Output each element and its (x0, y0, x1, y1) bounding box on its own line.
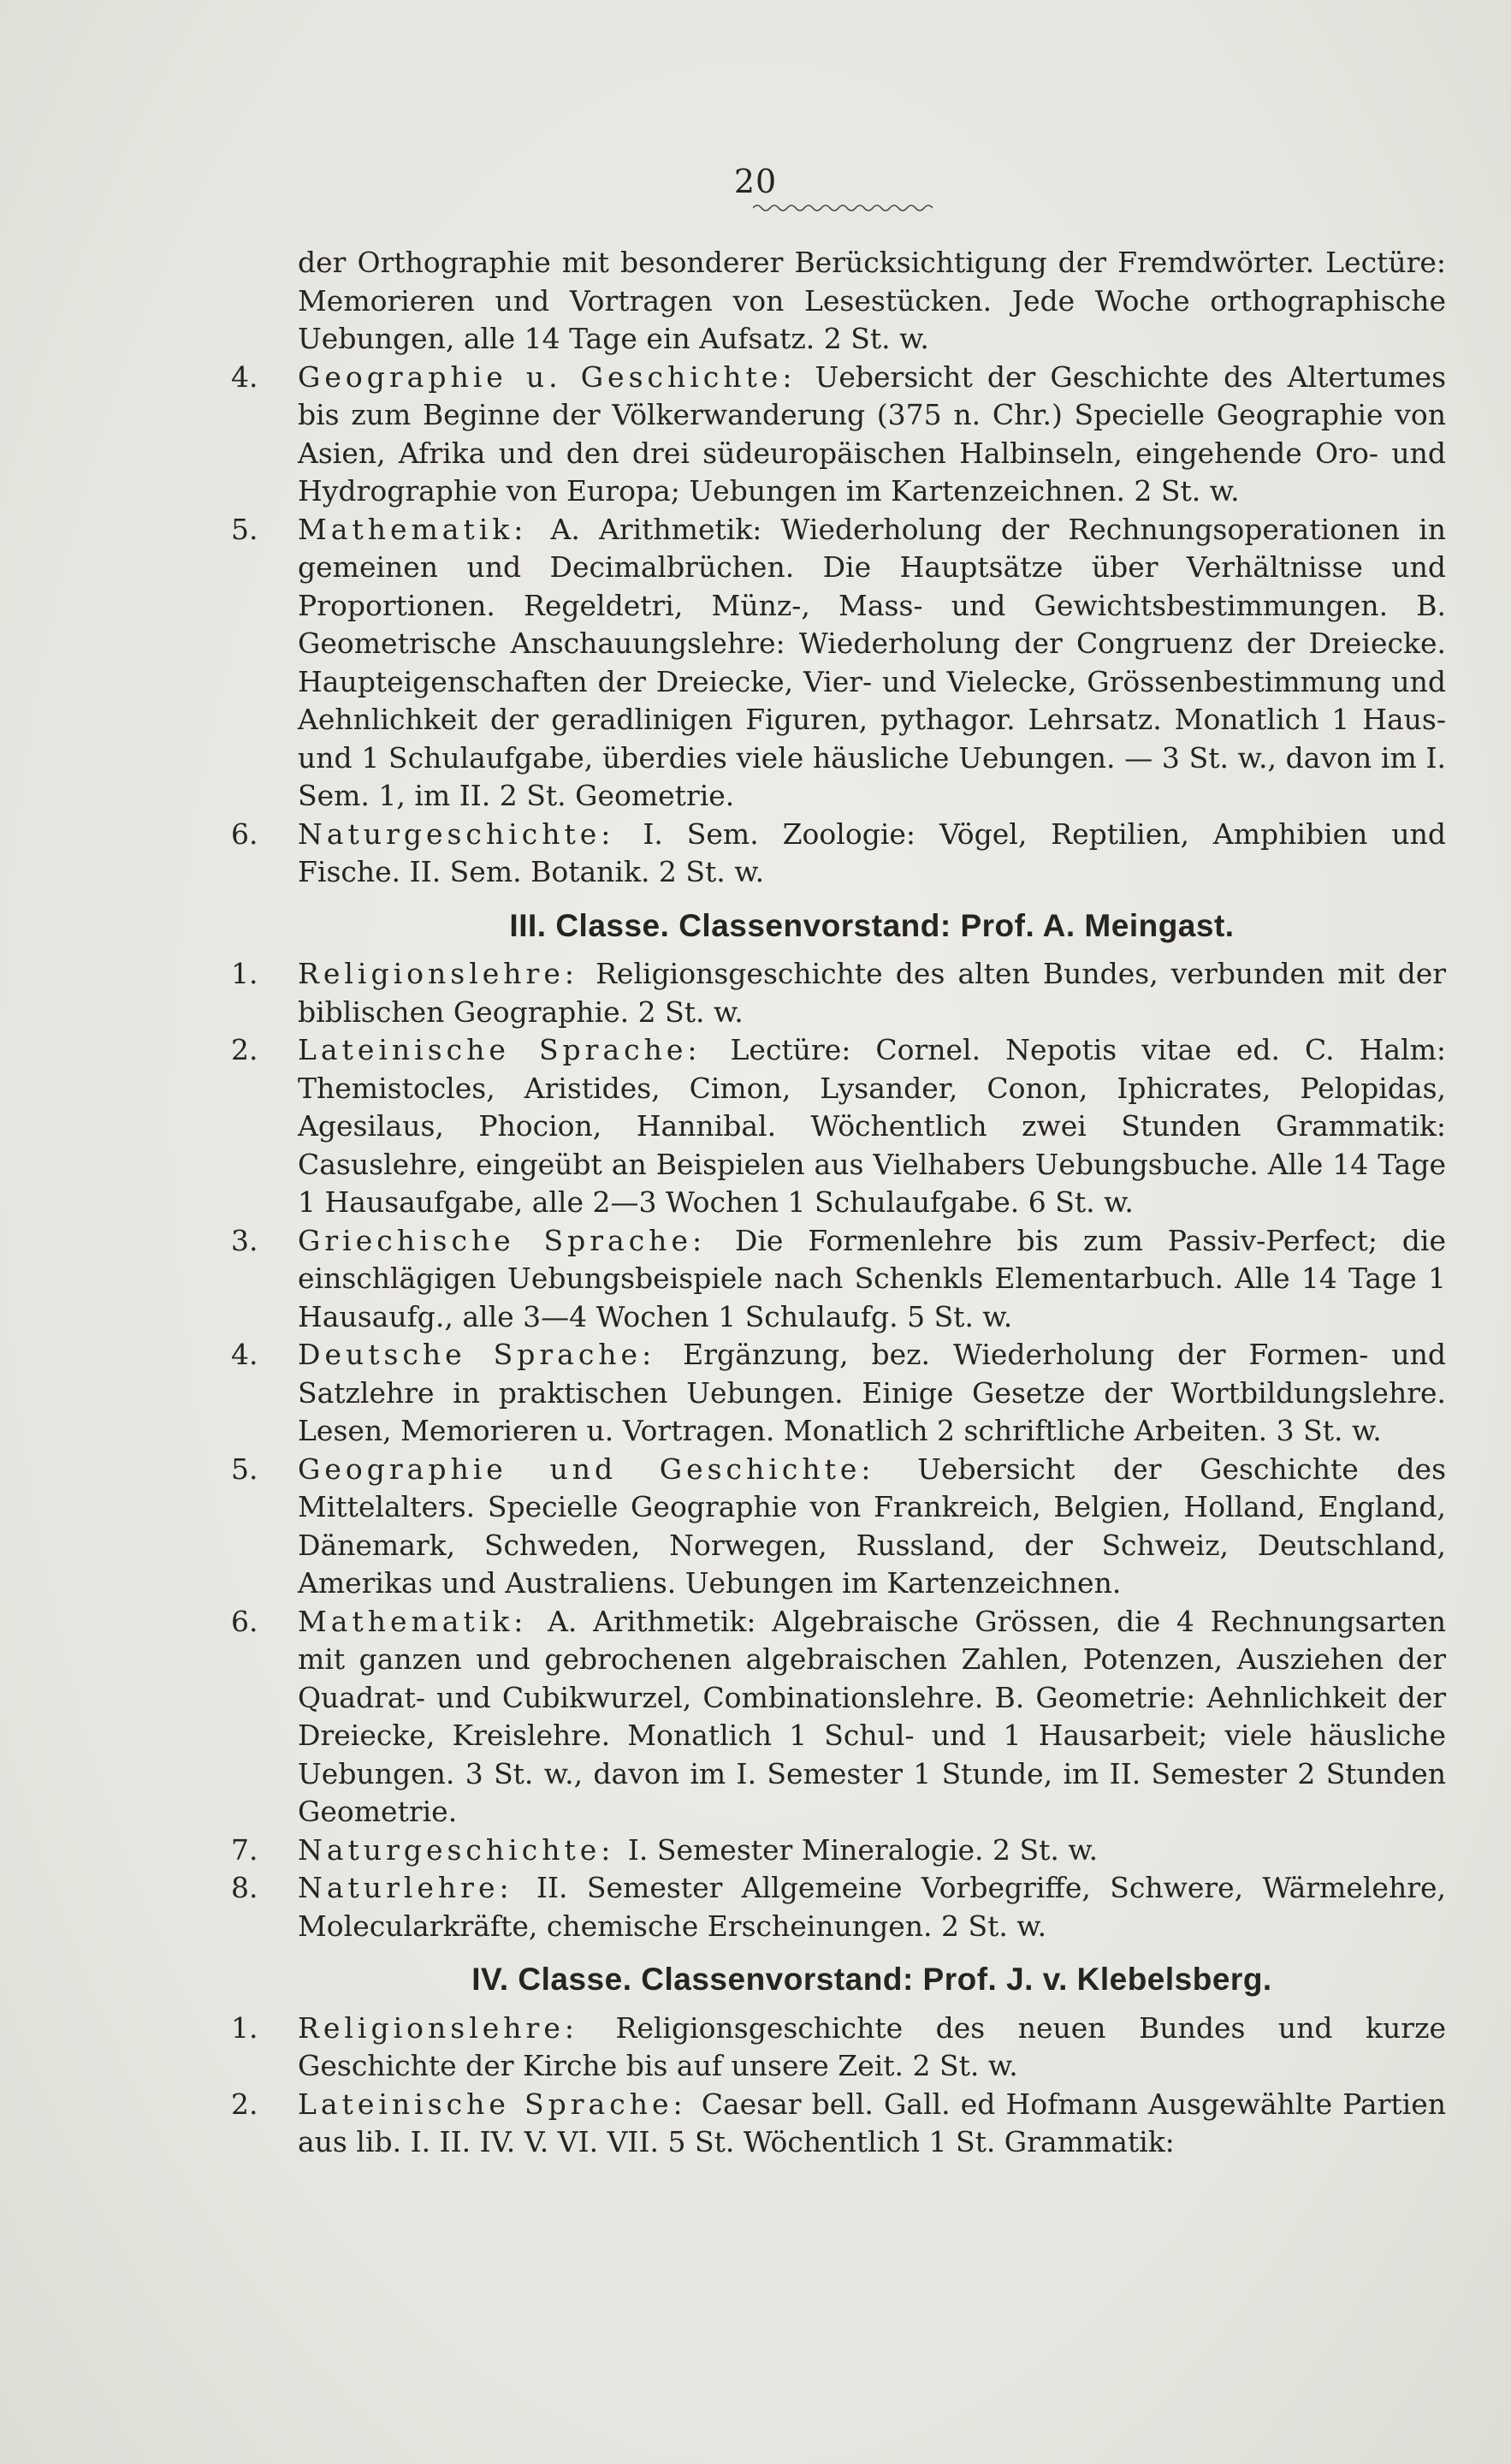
item-subject: Naturlehre: (298, 1871, 536, 1904)
class3-item-6 (231, 1603, 1446, 1832)
body-text (231, 244, 1446, 2162)
item-number: 4. (231, 1338, 258, 1371)
item-text: A. Arithmetik: Algebraische Grössen, die 4 Rechnungsarten mit ganzen und gebrochenen algebraischen Zahlen, Potenzen, Ausziehen der Quadrat- und Cubikwurzel, Combinationslehre. B. Geometrie: Aehnlichkeit der Dreiecke, Kreislehre. Monatlich 1 Schul- und 1 Hausarbeit; viele häusliche Uebungen. 3 St. w., davon im I. Semester 1 Stunde, im II. Semester 2 Stunden Geometrie. (298, 1604, 1446, 1828)
class2-item-5 (231, 511, 1446, 816)
item-number: 2. (231, 1033, 258, 1066)
item-text: Uebersicht der Geschichte des Altertumes bis zum Beginne der Völkerwanderung (375 n. Chr.) Specielle Geographie von Asien, Afrika und den drei südeuropäischen Halbinseln, eingehende Oro- und Hydrographie von Europa; Uebungen im Kartenzeichnen. 2 St. w. (298, 359, 1446, 508)
class4-item-1 (231, 2010, 1446, 2086)
item-subject: Geographie u. Geschichte: (298, 359, 815, 394)
item-number: 1. (231, 957, 258, 990)
item-subject: Lateinische Sprache: (298, 1033, 731, 1066)
class3-item-4 (231, 1336, 1446, 1451)
item-subject: Naturgeschichte: (298, 816, 643, 851)
item-number: 6. (231, 1604, 258, 1638)
item-text: II. Semester Allgemeine Vorbegriffe, Schwere, Wärmelehre, Molecularkräfte, chemische Erscheinungen. 2 St. w. (298, 1871, 1446, 1943)
item-number: 5. (231, 1452, 258, 1486)
class3-item-1 (231, 955, 1446, 1031)
item-number: 6. (231, 816, 258, 851)
item-text: Religionsgeschichte des neuen Bundes und kurze Geschichte der Kirche bis auf unsere Zeit. 2 St. w. (298, 2010, 1447, 2082)
class3-item-3 (231, 1222, 1446, 1337)
item-number: 7. (231, 1832, 258, 1867)
class3-item-2 (231, 1031, 1446, 1222)
item-text: Die Formenlehre bis zum Passiv-Perfect; die einschlägigen Uebungsbeispiele nach Schenkls Elementarbuch. Alle 14 Tage 1 Hausaufg., alle 3—4 Wochen 1 Schulaufg. 5 St. w. (298, 1223, 1446, 1333)
decorative-wavy-rule (753, 202, 933, 214)
item-text: Ergänzung, bez. Wiederholung der Formen- und Satzlehre in praktischen Uebungen. Einige Gesetze der Wortbildungslehre. Lesen, Memorieren u. Vortragen. Monatlich 2 schriftliche Arbeiten. 3 St. w. (298, 1338, 1446, 1447)
class3-heading: III. Classe. Classenvorstand: Prof. A. Meingast. (509, 907, 1235, 943)
item-number: 1. (231, 2010, 258, 2045)
item-number: 3. (231, 1223, 258, 1257)
item-subject: Deutsche Sprache: (298, 1338, 684, 1371)
item-subject: Religionslehre: (298, 2010, 616, 2045)
class3-item-5 (231, 1451, 1446, 1603)
item-subject: Lateinische Sprache: (298, 2087, 702, 2121)
item-text: Uebersicht der Geschichte des Mittelalters. Specielle Geographie von Frankreich, Belgien, Holland, England, Dänemark, Schweden, Norwegen, Russland, der Schweiz, Deutschland, Amerikas und Australiens. Uebungen im Kartenzeichnen. (298, 1452, 1447, 1600)
item-subject: Geographie und Geschichte: (298, 1452, 918, 1486)
item-subject: Naturgeschichte: (298, 1832, 628, 1867)
item-number: 2. (231, 2087, 258, 2121)
class4-item-2 (231, 2086, 1446, 2162)
item-subject: Griechische Sprache: (298, 1223, 735, 1257)
class3-item-8 (231, 1869, 1446, 1945)
class2-item-4 (231, 359, 1446, 511)
item-text: A. Arithmetik: Wiederholung der Rechnungsoperationen in gemeinen und Decimalbrüchen. Die Hauptsätze über Verhältnisse und Proportionen. Regeldetri, Münz-, Mass- und Gewichtsbestimmungen. B. Geometrische Anschauungslehre: Wiederholung der Congruenz der Dreiecke. Haupteigenschaften der Dreiecke, Vier- und Vielecke, Grössenbestimmung und Aehnlichkeit der geradlinigen Figuren, pythagor. Lehrsatz. Monatlich 1 Haus- und 1 Schulaufgabe, überdies viele häusliche Uebungen. — 3 St. w., davon im I. Sem. 1, im II. 2 St. Geometrie. (298, 512, 1446, 812)
continuation-paragraph: der Orthographie mit besonderer Berücksichtigung der Fremdwörter. Lectüre: Memorieren und Vortragen von Lesestücken. Jede Woche orthographische Uebungen, alle 14 Tage ein Aufsatz. 2 St. w. (298, 246, 1446, 355)
page-number: 20 (733, 163, 778, 200)
class4-heading: IV. Classe. Classenvorstand: Prof. J. v. Klebelsberg. (471, 1962, 1272, 1997)
item-text: Lectüre: Cornel. Nepotis vitae ed. C. Halm: Themistocles, Aristides, Cimon, Lysander, Conon, Iphicrates, Pelopidas, Agesilaus, Phocion, Hannibal. Wöchentlich zwei Stunden Grammatik: Casuslehre, eingeübt an Beispielen aus Vielhabers Uebungsbuche. Alle 14 Tage 1 Hausaufgabe, alle 2—3 Wochen 1 Schulaufgabe. 6 St. w. (298, 1033, 1446, 1219)
item-subject: Mathematik: (298, 512, 551, 546)
item-subject: Mathematik: (298, 1604, 548, 1638)
class3-item-7 (231, 1832, 1446, 1870)
item-text: Caesar bell. Gall. ed Hofmann Ausgewählte Partien aus lib. I. II. IV. V. VI. VII. 5 St. Wöchentlich 1 St. Grammatik: (298, 2087, 1446, 2158)
item-text: Religionsgeschichte des alten Bundes, verbunden mit der biblischen Geographie. 2 St. w. (298, 957, 1447, 1029)
class2-item-6 (231, 816, 1446, 892)
item-text: I. Semester Mineralogie. 2 St. w. (627, 1832, 1099, 1867)
item-number: 4. (231, 359, 258, 394)
item-subject: Religionslehre: (298, 957, 596, 990)
item-number: 5. (231, 512, 258, 546)
item-text: I. Sem. Zoologie: Vögel, Reptilien, Amphibien und Fische. II. Sem. Botanik. 2 St. w. (298, 816, 1446, 888)
item-number: 8. (231, 1871, 258, 1904)
